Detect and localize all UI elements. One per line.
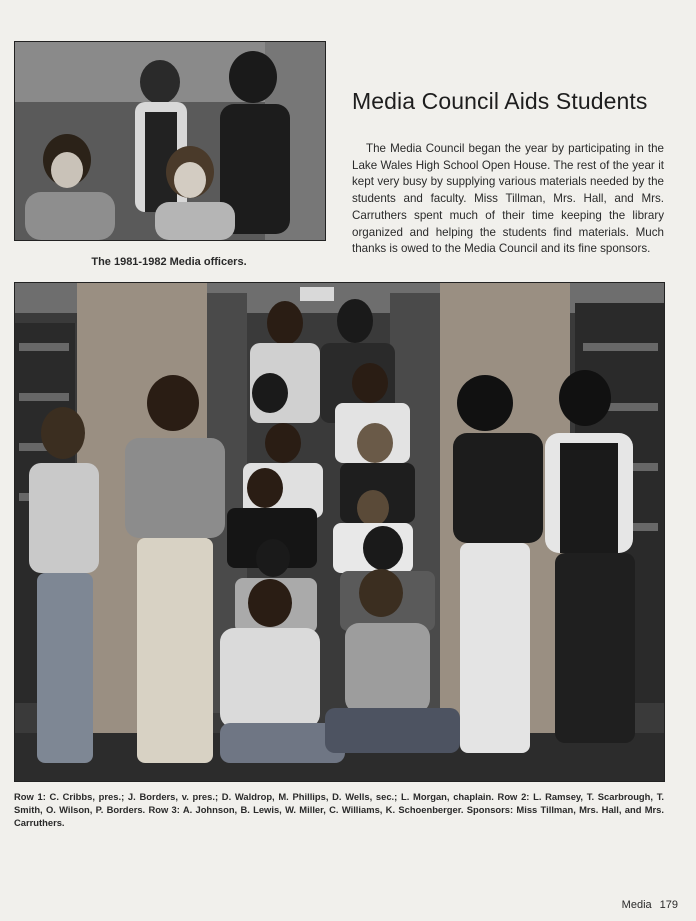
page-number: 179 <box>659 899 678 911</box>
article-body: The Media Council began the year by participating in the Lake Wales High School Open House. The rest of the year it kept very busy by supplying various materials needed by the students and faculty. Miss Tillman, Mrs. Hall, and Mrs. Carruthers spent much of their time keeping the library organized and helping the students find materials. Much thanks is owed to the Media Council and its fine sponsors. <box>352 142 664 256</box>
group-photo <box>14 282 665 782</box>
section-name: Media <box>621 899 652 911</box>
officers-photo-caption: The 1981-1982 Media officers. <box>91 256 247 268</box>
group-photo-caption: Row 1: C. Cribbs, pres.; J. Borders, v. pres.; D. Waldrop, M. Phillips, D. Wells, sec.; L. Morgan, chaplain. Row 2: L. Ramsey, T. Scarbrough, T. Smith, O. Wilson, P. Borders. Row 3: A. Johnson, B. Lewis, W. Miller, C. Williams, K. Schoenberger. Sponsors: Miss Tillman, Mrs. Hall, and Mrs. Carruthers. <box>14 791 664 828</box>
officers-photo <box>14 41 326 241</box>
page-footer <box>614 899 678 911</box>
page-title: Media Council Aids Students <box>352 88 648 114</box>
